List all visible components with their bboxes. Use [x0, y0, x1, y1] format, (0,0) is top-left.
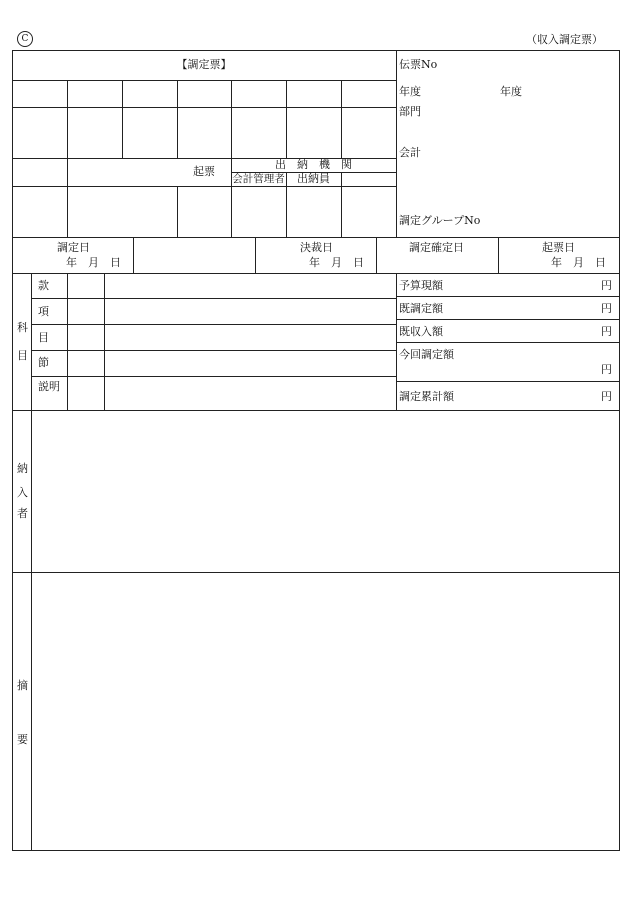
- rule: [12, 80, 396, 81]
- fiscal-year-label-2: 年度: [500, 85, 522, 98]
- form-type-label: （収入調定票）: [526, 33, 603, 46]
- page-title: 【調定票】: [176, 58, 232, 71]
- subject-kan: 款: [38, 279, 49, 292]
- accounting-label: 会計: [399, 146, 421, 159]
- rule: [396, 342, 620, 343]
- rule-right: [619, 50, 620, 851]
- rule: [31, 350, 396, 351]
- subject-kou: 項: [38, 305, 49, 318]
- adjust-date-label: 調定日: [57, 241, 90, 254]
- rule: [31, 298, 396, 299]
- already-received-label: 既収入額: [399, 325, 443, 338]
- subject-label-moku: 目: [17, 349, 28, 362]
- summary-label-2: 要: [17, 733, 28, 746]
- rule: [396, 50, 397, 237]
- department-label: 部門: [399, 105, 421, 118]
- rule: [177, 80, 178, 158]
- budget-label: 予算現額: [399, 279, 443, 292]
- cashier-label: 出納員: [297, 172, 330, 185]
- fiscal-year-label: 年度: [399, 85, 421, 98]
- treasury-label: 出 納 機 関: [275, 158, 352, 171]
- rule: [104, 273, 105, 410]
- drafting-label: 起票: [193, 165, 215, 178]
- subject-moku: 目: [38, 331, 49, 344]
- subject-setsumei: 説明: [38, 380, 60, 393]
- rule-left: [12, 50, 13, 851]
- rule: [341, 80, 342, 158]
- adjust-date-ymd: 年 月 日: [66, 256, 121, 269]
- rule: [12, 186, 396, 187]
- rule: [67, 273, 68, 410]
- rule: [12, 107, 396, 108]
- approval-date-label: 決裁日: [300, 241, 333, 254]
- rule: [396, 296, 620, 297]
- rule: [31, 324, 396, 325]
- confirm-date-label: 調定確定日: [409, 241, 464, 254]
- rule-bottom: [12, 850, 620, 851]
- rule: [12, 237, 620, 238]
- subject-setsu: 節: [38, 356, 49, 369]
- rule: [177, 186, 178, 237]
- payer-label-1: 納: [17, 462, 28, 475]
- slip-no-label: 伝票No: [399, 58, 438, 71]
- accounting-manager-label: 会計管理者: [232, 173, 285, 185]
- rule: [286, 80, 287, 158]
- rule: [31, 273, 32, 851]
- payer-label-2: 入: [17, 486, 28, 499]
- approval-date-ymd: 年 月 日: [309, 256, 364, 269]
- rule: [67, 80, 68, 237]
- draft-date-ymd: 年 月 日: [551, 256, 606, 269]
- rule-top: [12, 50, 620, 51]
- group-no-label: 調定グループNo: [399, 214, 481, 227]
- draft-date-label: 起票日: [542, 241, 575, 254]
- rule: [133, 237, 134, 273]
- rule: [12, 410, 620, 411]
- already-adjusted-yen: 円: [601, 302, 612, 315]
- rule: [396, 273, 397, 410]
- cumulative-yen: 円: [601, 390, 612, 403]
- rule: [122, 80, 123, 158]
- this-time-yen: 円: [601, 363, 612, 376]
- rule: [498, 237, 499, 273]
- rule: [396, 381, 620, 382]
- rule: [376, 237, 377, 273]
- payer-label-3: 者: [17, 507, 28, 520]
- rule: [12, 572, 620, 573]
- budget-yen: 円: [601, 279, 612, 292]
- already-adjusted-label: 既調定額: [399, 302, 443, 315]
- subject-label-ka: 科: [17, 321, 28, 334]
- this-time-label: 今回調定額: [399, 348, 454, 361]
- cumulative-label: 調定累計額: [399, 390, 454, 403]
- already-received-yen: 円: [601, 325, 612, 338]
- rule: [255, 237, 256, 273]
- rule: [31, 376, 396, 377]
- rule: [396, 319, 620, 320]
- rule: [341, 172, 342, 237]
- copyright-mark-icon: C: [17, 31, 33, 47]
- summary-label-1: 摘: [17, 679, 28, 692]
